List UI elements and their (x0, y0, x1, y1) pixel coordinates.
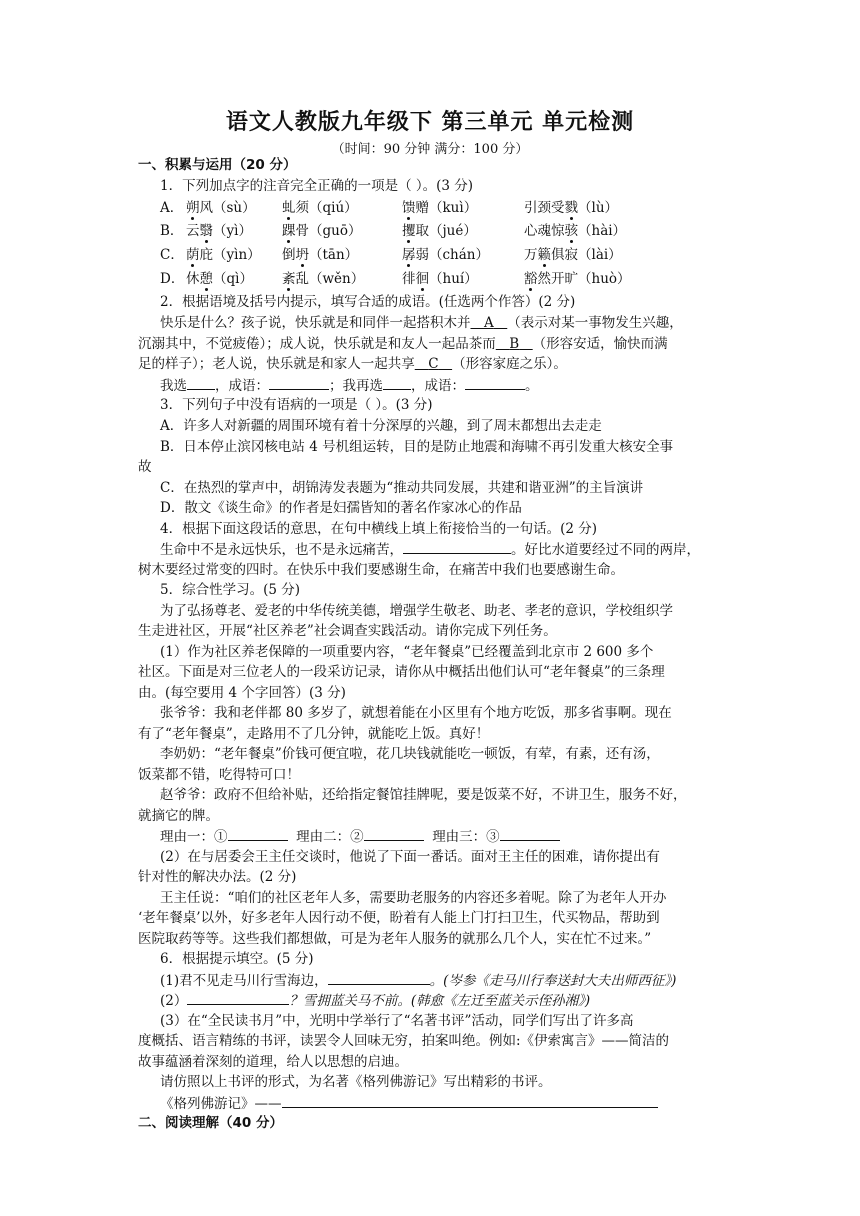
paragraph-line: 针对性的解决办法。(2 分) (138, 869, 297, 885)
paragraph-line: 请仿照以上书评的形式，为名著《格列佛游记》写出精彩的书评。 (160, 1074, 552, 1090)
section-heading: 二、阅读理解（40 分） (138, 1115, 283, 1131)
paragraph-line: 快乐是什么？孩子说，快乐就是和同伴一起搭积木并 A （表示对某一事物发生兴趣， (160, 315, 683, 331)
answer-blank[interactable] (187, 375, 215, 390)
paragraph-line: (2）在与居委会王主任交谈时，他说了下面一番话。面对王主任的困难，请你提出有 (160, 849, 660, 865)
page-title: 语文人教版九年级下 第三单元 单元检测 (225, 110, 635, 135)
question-stem: 6．根据提示填空。(5 分) (160, 951, 314, 967)
answer-blank[interactable] (269, 375, 329, 390)
paragraph-line: (1)君不见走马川行雪海边， 。(岑参《走马川行奉送封大夫出师西征》) (160, 970, 728, 991)
paragraph-line: 树木要经过常变的四时。在快乐中我们要感谢生命，在痛苦中我们也要感谢生命。 (138, 562, 624, 578)
paragraph-line: 张爷爷：我和老伴都 80 多岁了，就想着能在小区里有个地方吃饭，那多省事啊。现在 (160, 705, 672, 721)
question-stem: 4．根据下面这段话的意思，在句中横线上填上衔接恰当的一句话。(2 分) (160, 521, 598, 537)
paragraph-line: 赵爷爷：政府不但给补贴，还给指定餐馆挂牌呢，要是饭菜不好，不讲卫生，服务不好， (160, 787, 687, 803)
paragraph-line: 足的样子）；老人说，快乐就是和家人一起共享 C （形容家庭之乐）。 (138, 356, 567, 372)
answer-blank[interactable] (282, 1093, 658, 1108)
answer-blank[interactable] (500, 826, 560, 841)
paragraph-line: 《格列佛游记》—— (160, 1093, 728, 1114)
paragraph-line: 饭菜都不错，吃得特可口！ (138, 767, 300, 783)
question-stem: 3．下列句子中没有语病的一项是（ ）。(3 分) (160, 397, 433, 413)
question-stem: 1．下列加点字的注音完全正确的一项是（ ）。(3 分) (160, 178, 474, 194)
paragraph-line: 医院取药等等。这些我们都想做，可是为老年人服务的就那么几个人，实在忙不过来。” (138, 931, 652, 947)
answer-blank[interactable] (228, 826, 288, 841)
paragraph-line: 生命中不是永远快乐，也不是永远痛苦， 。好比水道要经过不同的两岸， (160, 539, 728, 560)
answer-blank[interactable] (187, 990, 289, 1005)
answer-blank[interactable] (383, 375, 411, 390)
paragraph-line: 有了“老年餐桌”，走路用不了几分钟，就能吃上饭。真好！ (138, 726, 490, 742)
paragraph-line: 由。(每空要用 4 个字回答）(3 分) (138, 685, 346, 701)
paragraph-line: 王主任说：“咱们的社区老年人多，需要助老服务的内容还多着呢。除了为老年人开办 (160, 890, 667, 906)
paragraph-line: 沉溺其中，不觉疲倦）；成人说，快乐就是和友人一起品茶而 B （形容安适，愉快而满 (138, 336, 668, 352)
option-b-cont: 故 (138, 459, 152, 475)
section-heading: 一、积累与运用（20 分） (138, 157, 297, 173)
exam-page: 语文人教版九年级下 第三单元 单元检测 （时间：90 分钟 满分：100 分） 一、积累与运用（20 分） 1．下列加点字的注音完全正确的一项是（ ）。(3 分) A． 朔风（sù） 虬须（qiú） 馈赠（kuì） 引颈受戮（lù） B． 云翳（yì） 踝骨（guō） 攫取（jué） 心魂惊骇（hài） C． 荫庇（yìn） 倒坍（tān） 孱弱（chán） 万籁俱寂（lài） D． 休憩（qì） 紊乱（wěn） 徘徊（huí） 豁然开旷（huò） 2．根据语境及括号内提示，填写合适的成语。(任选两个作答）(2 分) 快乐是什么？孩子说，快乐就是和同伴一起搭积木并 A （表示对某一事物发生兴趣， 沉溺其中，不觉疲倦）；成人说，快乐就是和友人一起品茶而 B （形容安适，愉快而满 足的样子）；老人说，快乐就是和家人一起共享 C （形容家庭之乐）。 我选 ，成语： ；我再选 ，成语： 。 3．下列句子中没有语病的一项是（ ）。(3 分) A．许多人对新疆的周围环境有着十分深厚的兴趣，到了周末都想出去走走 B．日本停止滨冈核电站 4 号机组运转，目的是防止地震和海啸不再引发重大核安全事 故 C．在热烈的掌声中，胡锦涛发表题为“推动共同发展，共建和谐亚洲”的主旨演讲 D．散文《谈生命》的作者是妇孺皆知的著名作家冰心的作品 4．根据下面这段话的意思，在句中横线上填上衔接恰当的一句话。(2 分) 生命中不是永远快乐，也不是永远痛苦， 。好比水道要经过不同的两岸， 树木要经过常变的四时。在快乐中我们要感谢生命，在痛苦中我们也要感谢生命。 5．综合性学习。(5 分) 为了弘扬尊老、爱老的中华传统美德，增强学生敬老、助老、孝老的意识，学校组织学 生走进社区，开展“社区养老”社会调查实践活动。请你完成下列任务。 (1）作为社区养老保障的一项重要内容，“老年餐桌”已经覆盖到北京市 2 600 多个 社区。下面是对三位老人的一段采访记录，请你从中概括出他们认可“老年餐桌”的三条理 由。(每空要用 4 个字回答）(3 分) 张爷爷：我和老伴都 80 多岁了，就想着能在小区里有个地方吃饭，那多省事啊。现在 有了“老年餐桌”，走路用不了几分钟，就能吃上饭。真好！ 李奶奶：“老年餐桌”价钱可便宜啦，花几块钱就能吃一顿饭，有荤，有素，还有汤， 饭菜都不错，吃得特可口！ 赵爷爷：政府不但给补贴，还给指定餐馆挂牌呢，要是饭菜不好，不讲卫生，服务不好， 就摘它的牌。 理由一：① 理由二：② 理由三：③ (2）在与居委会王主任交谈时，他说了下面一番话。面对王主任的困难，请你提出有 针对性的解决办法。(2 分) 王主任说：“咱们的社区老年人多，需要助老服务的内容还多着呢。除了为老年人开办 ‘老年餐桌’以外，好多老年人因行动不便，盼着有人能上门打扫卫生，代买物品，帮助到 医院取药等等。这些我们都想做，可是为老年人服务的就那么几个人，实在忙不过来。” 6．根据提示填空。(5 分) (1)君不见走马川行雪海边， 。(岑参《走马川行奉送封大夫出师西征》) (2） ？雪拥蓝关马不前。(韩愈《左迁至蓝关示侄孙湘》) (3）在“全民读书月”中，光明中学举行了“名著书评”活动，同学们写出了许多高 度概括、语言精练的书评，读罢令人回味无穷，拍案叫绝。例如:《伊索寓言》——简洁的 故事蕴涵着深刻的道理，给人以思想的启迪。 请仿照以上书评的形式，为名著《格列佛游记》写出精彩的书评。 《格列佛游记》—— 二、阅读理解（40 分） (0, 0, 860, 1216)
answer-blank[interactable] (328, 970, 430, 985)
reasons-line: 理由一：① 理由二：② 理由三：③ (160, 826, 728, 847)
paragraph-line: 社区。下面是对三位老人的一段采访记录，请你从中概括出他们认可“老年餐桌”的三条理 (138, 664, 665, 680)
option-a: A．许多人对新疆的周围环境有着十分深厚的兴趣，到了周末都想出去走走 (160, 418, 602, 434)
page-subtitle: （时间：90 分钟 满分：100 分） (331, 142, 529, 157)
paragraph-line: 为了弘扬尊老、爱老的中华传统美德，增强学生敬老、助老、孝老的意识，学校组织学 (160, 603, 673, 619)
question-stem: 2．根据语境及括号内提示，填写合适的成语。(任选两个作答）(2 分) (160, 294, 576, 310)
paragraph-line: (3）在“全民读书月”中，光明中学举行了“名著书评”活动，同学们写出了许多高 (160, 1013, 634, 1029)
paragraph-line: ‘老年餐桌’以外，好多老年人因行动不便，盼着有人能上门打扫卫生，代买物品，帮助到 (138, 910, 660, 926)
answer-blank[interactable] (465, 375, 525, 390)
answer-line: 我选 ，成语： ；我再选 ，成语： 。 (160, 375, 728, 396)
paragraph-line: 生走进社区，开展“社区养老”社会调查实践活动。请你完成下列任务。 (138, 623, 557, 639)
option-b: B．日本停止滨冈核电站 4 号机组运转，目的是防止地震和海啸不再引发重大核安全事 (160, 439, 674, 455)
answer-blank[interactable] (364, 826, 424, 841)
paragraph-line: 就摘它的牌。 (138, 808, 219, 824)
question-stem: 5．综合性学习。(5 分) (160, 582, 301, 598)
option-c: C．在热烈的掌声中，胡锦涛发表题为“推动共同发展，共建和谐亚洲”的主旨演讲 (160, 480, 644, 496)
paragraph-line: 度概括、语言精练的书评，读罢令人回味无穷，拍案叫绝。例如:《伊索寓言》——简洁的 (138, 1033, 670, 1049)
answer-blank[interactable] (403, 539, 511, 554)
paragraph-line: 李奶奶：“老年餐桌”价钱可便宜啦，花几块钱就能吃一顿饭，有荤，有素，还有汤， (160, 746, 660, 762)
paragraph-line: (1）作为社区养老保障的一项重要内容，“老年餐桌”已经覆盖到北京市 2 600 多个 (160, 644, 654, 660)
option-d: D．散文《谈生命》的作者是妇孺皆知的著名作家冰心的作品 (160, 500, 522, 516)
paragraph-line: (2） ？雪拥蓝关马不前。(韩愈《左迁至蓝关示侄孙湘》) (160, 990, 728, 1011)
paragraph-line: 故事蕴涵着深刻的道理，给人以思想的启迪。 (138, 1054, 408, 1070)
